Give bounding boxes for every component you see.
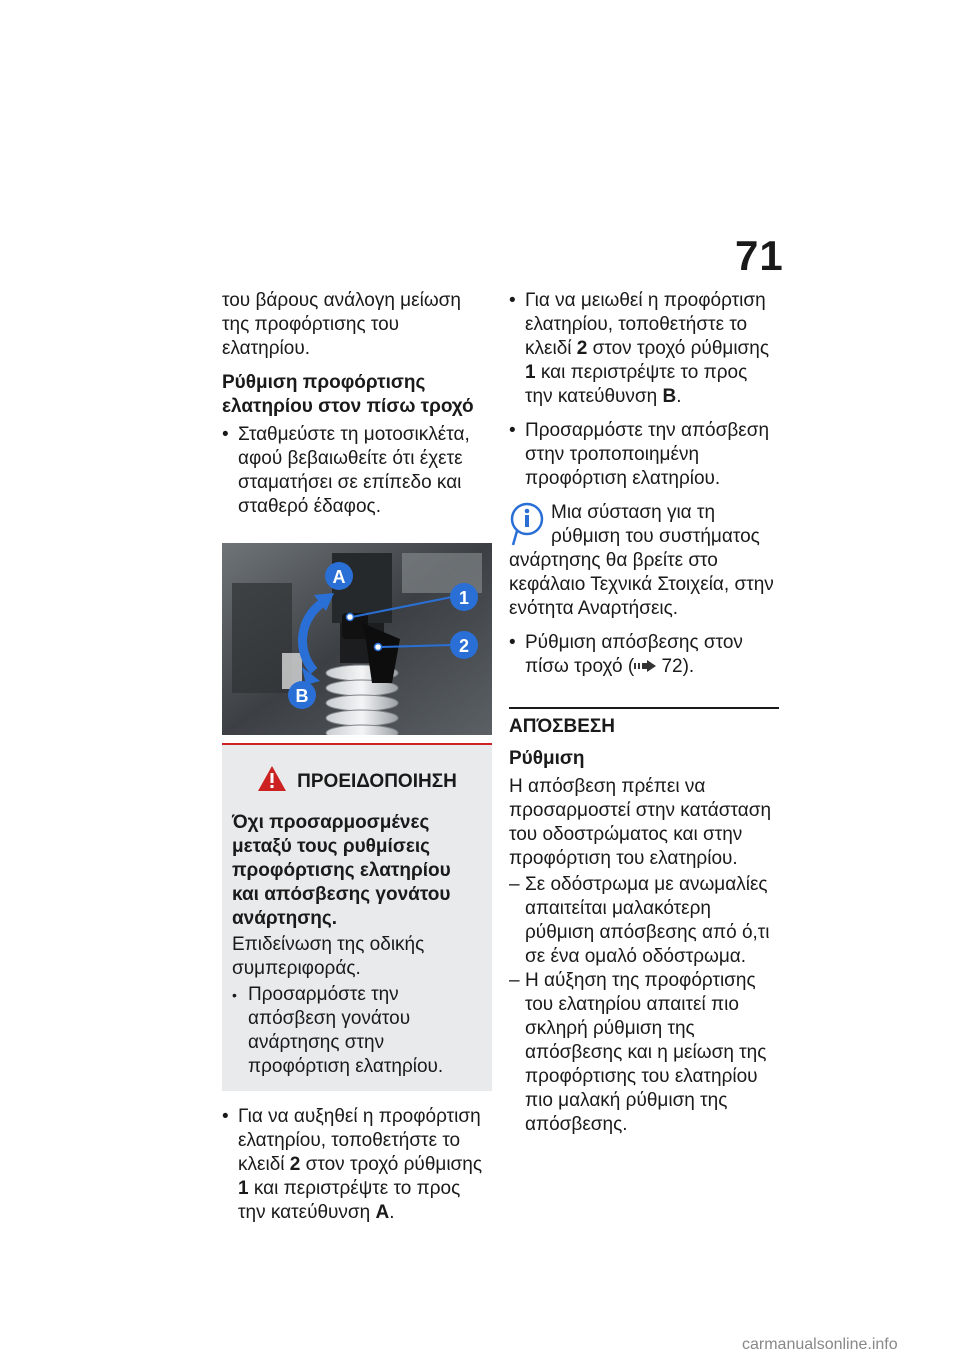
left-column <box>222 289 492 1235</box>
photo-label-1: 1 <box>458 588 470 608</box>
suspension-photo <box>222 543 492 735</box>
photo-label-2: 2 <box>458 636 470 656</box>
info-note <box>509 501 779 621</box>
intro-text: του βάρους ανάλογη μείωση της προφόρτισης του ελατηρίου. <box>222 290 461 359</box>
warning-triangle-icon <box>257 765 287 799</box>
bullet-damping-reference: • Ρύθμιση απόσβεσης στον πίσω τροχό ( 72). <box>509 631 779 679</box>
right-column <box>509 289 779 1137</box>
bullet-decrease-preload: • Για να μειωθεί η προφόρτιση ελατηρίου, τοποθετήστε το κλειδί 2 στον τροχό ρύθμισης 1 και περιστρέψτε το προς την κατεύθυνση B. <box>509 289 779 409</box>
page-reference-arrow-icon <box>634 655 656 679</box>
damping-section-title: ΑΠΌΣΒΕΣΗ <box>509 716 616 738</box>
bullet-increase-preload: • Για να αυξηθεί η προφόρτιση ελατηρίου, τοποθετήστε το κλειδί 2 στον τροχό ρύθμισης 1 και περιστρέψτε το προς την κατεύθυνση A. <box>222 1105 492 1225</box>
photo-label-a: A <box>332 567 346 587</box>
dash-item-rough-road: – Σε οδόστρωμα με ανωμαλίες απαιτείται μαλακότερη ρύθμιση απόσβεσης από ό,τι σε ένα ομαλό οδόστρωμα. <box>509 873 779 969</box>
info-icon <box>509 501 545 547</box>
warning-action: • Προσαρμόστε την απόσβεση γονάτου ανάρτησης στην προφόρτιση ελατηρίου. <box>232 983 482 1079</box>
dash-item-preload-relation: – Η αύξηση της προφόρτισης του ελατηρίου απαιτεί πιο σκληρή ρύθμιση της απόσβεσης και η μείωση της προφόρτισης του ελατηρίου πιο μαλακή ρύθμιση της απόσβεσης. <box>509 969 779 1137</box>
section-divider <box>509 707 779 709</box>
damping-subheading: Ρύθμιση <box>509 748 585 770</box>
bullet-adjust-damping: • Προσαρμόστε την απόσβεση στην τροποποιημένη προφόρτιση ελατηρίου. <box>509 419 779 491</box>
page-number: 71 <box>735 232 784 279</box>
footer-watermark: carmanualsonline.info <box>742 1336 898 1353</box>
page-reference[interactable]: 72 <box>661 656 683 678</box>
section-heading: Ρύθμιση προφόρτισης ελατηρίου στον πίσω τροχό <box>222 372 474 417</box>
warning-effect: Επιδείνωση της οδικής συμπεριφοράς. <box>232 934 425 979</box>
warning-box <box>222 743 492 1091</box>
warning-title: ΠΡΟΕΙΔΟΠΟΙΗΣΗ <box>297 771 457 792</box>
warning-cause: Όχι προσαρμοσμένες μεταξύ τους ρυθμίσεις προφόρτισης ελατηρίου και απόσβεσης γονάτου ανάρτησης. <box>232 812 451 929</box>
photo-label-b: B <box>295 686 309 706</box>
info-text: Μια σύσταση για τη ρύθμιση του συστήματος ανάρτησης θα βρείτε στο κεφάλαιο Τεχνικά Στοιχεία, στην ενότητα Αναρτήσεις. <box>509 502 774 619</box>
bullet-park: • Σταθμεύστε τη μοτοσικλέτα, αφού βεβαιωθείτε ότι έχετε σταματήσει σε επίπεδο και σταθερό έδαφος. <box>222 423 492 519</box>
damping-paragraph: Η απόσβεση πρέπει να προσαρμοστεί στην κατάσταση του οδοστρώματος και στην προφόρτιση του ελατηρίου. <box>509 776 772 870</box>
